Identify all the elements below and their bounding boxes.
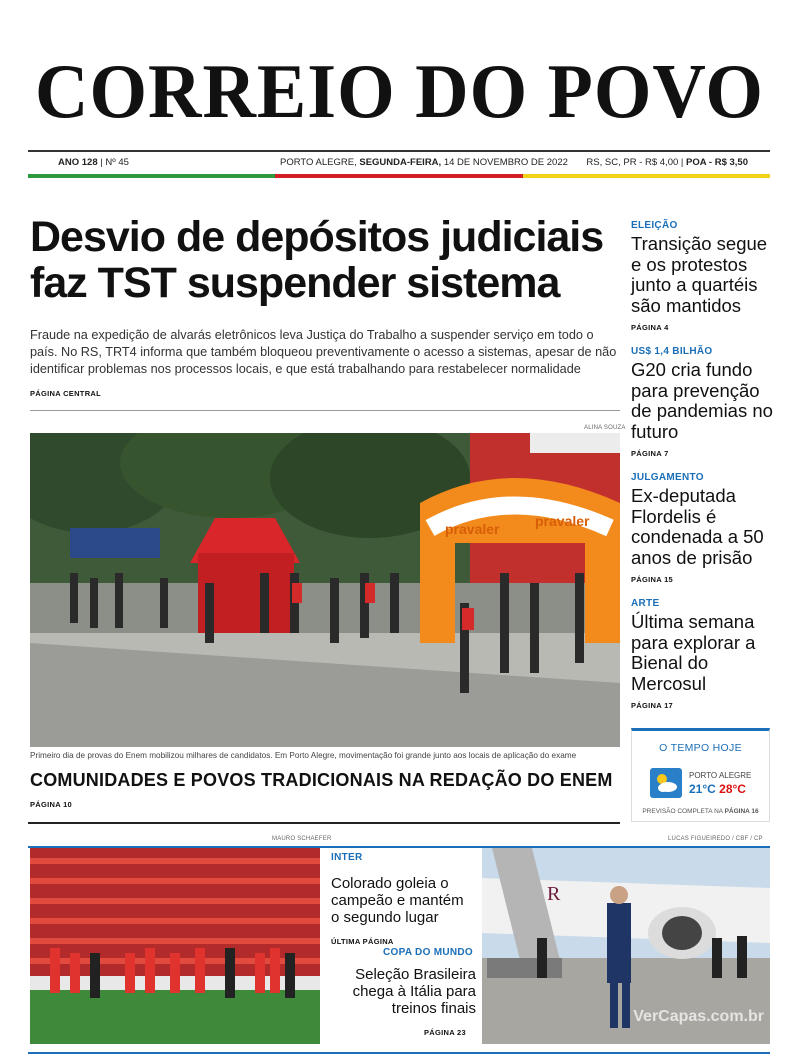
sidebar-kicker: US$ 1,4 BILHÃO bbox=[631, 346, 713, 357]
tent-brand-text: pravaler bbox=[445, 521, 500, 537]
photo-caption: Primeiro dia de provas do Enem mobilizou milhares de candidatos. Em Porto Alegre, movimentação foi grande junto aos locais de aplicação do exame bbox=[30, 751, 577, 760]
secondary-headline[interactable]: COMUNIDADES E POVOS TRADICIONAIS NA REDAÇÃO DO ENEM bbox=[30, 770, 613, 790]
sidebar-story-julgamento[interactable] bbox=[631, 472, 776, 584]
sidebar-title: Transição segue e os protestos junto a quartéis são mantidos bbox=[631, 233, 768, 316]
issue-number: ANO 128 | Nº 45 bbox=[58, 157, 129, 168]
sidebar-pageref: PÁGINA 7 bbox=[631, 449, 669, 458]
color-bar-yellow bbox=[523, 174, 770, 178]
lead-deck: Fraude na expedição de alvarás eletrônicos leva Justiça do Trabalho a suspender serviço em todo o país. No RS, TRT4 informa que também bloqueou preventivamente o acesso a sistemas, apesar de não identificar problemas nos processos locais, e que está trabalhando para restabelecer normalidade bbox=[30, 328, 617, 376]
selecao-photo[interactable] bbox=[482, 848, 770, 1044]
enem-photo[interactable] bbox=[30, 433, 620, 747]
sidebar-story-g20[interactable] bbox=[631, 346, 776, 458]
photo-credit: ALINA SOUZA bbox=[584, 425, 626, 431]
bottom-title: Seleção Brasileira chega à Itália para treinos finais bbox=[352, 966, 476, 1017]
sidebar-title: G20 cria fundo para prevenção de pandemias no futuro bbox=[631, 359, 773, 442]
inter-photo[interactable] bbox=[30, 848, 320, 1044]
bottom-kicker: INTER bbox=[331, 852, 363, 863]
weather-max: 28°C bbox=[719, 782, 746, 796]
watermark: VerCapas.com.br bbox=[633, 1008, 764, 1025]
sidebar-pageref: PÁGINA 4 bbox=[631, 323, 669, 332]
partly-cloudy-icon bbox=[650, 768, 682, 798]
sidebar-kicker: ARTE bbox=[631, 598, 660, 609]
plane-livery-text: R bbox=[547, 883, 561, 905]
sidebar-kicker: ELEIÇÃO bbox=[631, 220, 678, 231]
masthead-rule bbox=[28, 150, 770, 152]
tent-brand-text-2: pravaler bbox=[535, 513, 590, 529]
sidebar-pageref: PÁGINA 17 bbox=[631, 701, 674, 710]
bottom-story-inter[interactable] bbox=[331, 852, 476, 946]
weather-forecast-ref: PREVISÃO COMPLETA NA PÁGINA 16 bbox=[642, 808, 759, 815]
sidebar-pageref: PÁGINA 15 bbox=[631, 575, 674, 584]
bottom-pageref: PÁGINA 23 bbox=[423, 1028, 466, 1037]
lead-pageref: PÁGINA CENTRAL bbox=[30, 389, 102, 398]
bottom-kicker: COPA DO MUNDO bbox=[383, 947, 474, 958]
weather-temps bbox=[689, 782, 746, 796]
bottom-photo-credit-right: LUCAS FIGUEIREDO / CBF / CP bbox=[668, 836, 763, 842]
issue-price: RS, SC, PR - R$ 4,00 | POA - R$ 3,50 bbox=[586, 157, 748, 168]
weather-box[interactable] bbox=[631, 728, 770, 822]
lead-headline[interactable]: Desvio de depósitos judiciais faz TST suspender sistema bbox=[30, 213, 604, 307]
sidebar-story-arte[interactable] bbox=[631, 598, 776, 710]
weather-city: PORTO ALEGRE bbox=[689, 771, 752, 780]
bottom-story-copa[interactable] bbox=[331, 947, 476, 1037]
enem-photo-illustration bbox=[30, 433, 620, 747]
bottom-title: Colorado goleia o campeão e mantém o segundo lugar bbox=[331, 875, 464, 926]
weather-title: O TEMPO HOJE bbox=[659, 742, 742, 754]
color-bar-red bbox=[275, 174, 522, 178]
secondary-pageref: PÁGINA 10 bbox=[30, 800, 73, 809]
issue-date: PORTO ALEGRE, SEGUNDA-FEIRA, 14 DE NOVEMBRO DE 2022 bbox=[280, 157, 568, 168]
weather-min: 21°C bbox=[689, 782, 716, 796]
color-bar-green bbox=[28, 174, 275, 178]
issue-info-bar bbox=[28, 157, 770, 171]
footer-rule bbox=[28, 1052, 770, 1054]
masthead-title: CORREIO DO POVO bbox=[35, 48, 764, 136]
bottom-photo-credit-left: MAURO SCHAEFER bbox=[272, 836, 332, 842]
sidebar-title: Última semana para explorar a Bienal do Mercosul bbox=[631, 611, 756, 694]
sidebar-story-eleicao[interactable] bbox=[631, 220, 776, 332]
flag-color-bar bbox=[28, 174, 770, 178]
inter-photo-illustration bbox=[30, 848, 320, 1044]
sidebar-title: Ex-deputada Flordelis é condenada a 50 anos de prisão bbox=[631, 485, 764, 568]
secondary-rule bbox=[28, 822, 620, 824]
sidebar-kicker: JULGAMENTO bbox=[631, 472, 704, 483]
bottom-pageref: ÚLTIMA PÁGINA bbox=[331, 937, 394, 946]
lead-divider bbox=[30, 410, 620, 411]
